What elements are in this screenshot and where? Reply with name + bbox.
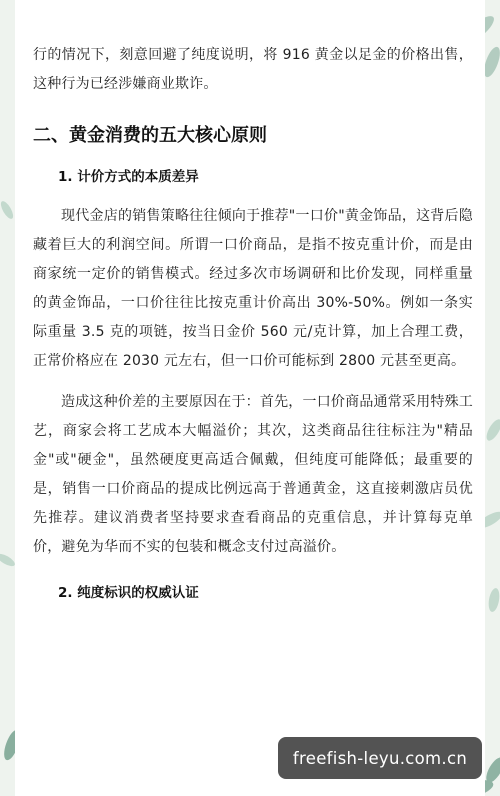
watermark-text: freefish-leyu.com.cn — [292, 748, 468, 768]
section-title: 二、黄金消费的五大核心原则 — [33, 125, 267, 146]
subsection-title-pricing: 1. 计价方式的本质差异 — [58, 169, 199, 185]
intro-paragraph: 行的情况下，刻意回避了纯度说明，将 916 黄金以足金的价格出售，这种行为已经涉嫌商业欺诈。 — [33, 47, 473, 92]
subsection-title-purity: 2. 纯度标识的权威认证 — [58, 585, 199, 601]
article-content — [33, 0, 473, 604]
article-card — [15, 0, 485, 796]
paragraph-price-difference: 造成这种价差的主要原因在于：首先，一口价商品通常采用特殊工艺，商家会将工艺成本大幅溢价；其次，这类商品往往标注为"精品金"或"硬金"，虽然硬度更高适合佩戴，但纯度可能降低；最重要的是，销售一口价商品的提成比例远高于普通黄金，这直接刺激店员优先推荐。建议消费者坚持要求查看商品的克重信息，并计算每克单价，避免为华而不实的包装和概念支付过高溢价。 — [33, 394, 473, 555]
watermark-badge — [278, 737, 482, 779]
paragraph-pricing: 现代金店的销售策略往往倾向于推荐"一口价"黄金饰品，这背后隐藏着巨大的利润空间。所谓一口价商品，是指不按克重计价，而是由商家统一定价的销售模式。经过多次市场调研和比价发现，同样重量的黄金饰品，一口价往往比按克重计价高出 30%-50%。例如一条实际重量 3.5 克的项链，按当日金价 560 元/克计算，加上合理工费，正常价格应在 2030 元左右，但一口价可能标到 2800 元甚至更高。 — [33, 208, 473, 369]
